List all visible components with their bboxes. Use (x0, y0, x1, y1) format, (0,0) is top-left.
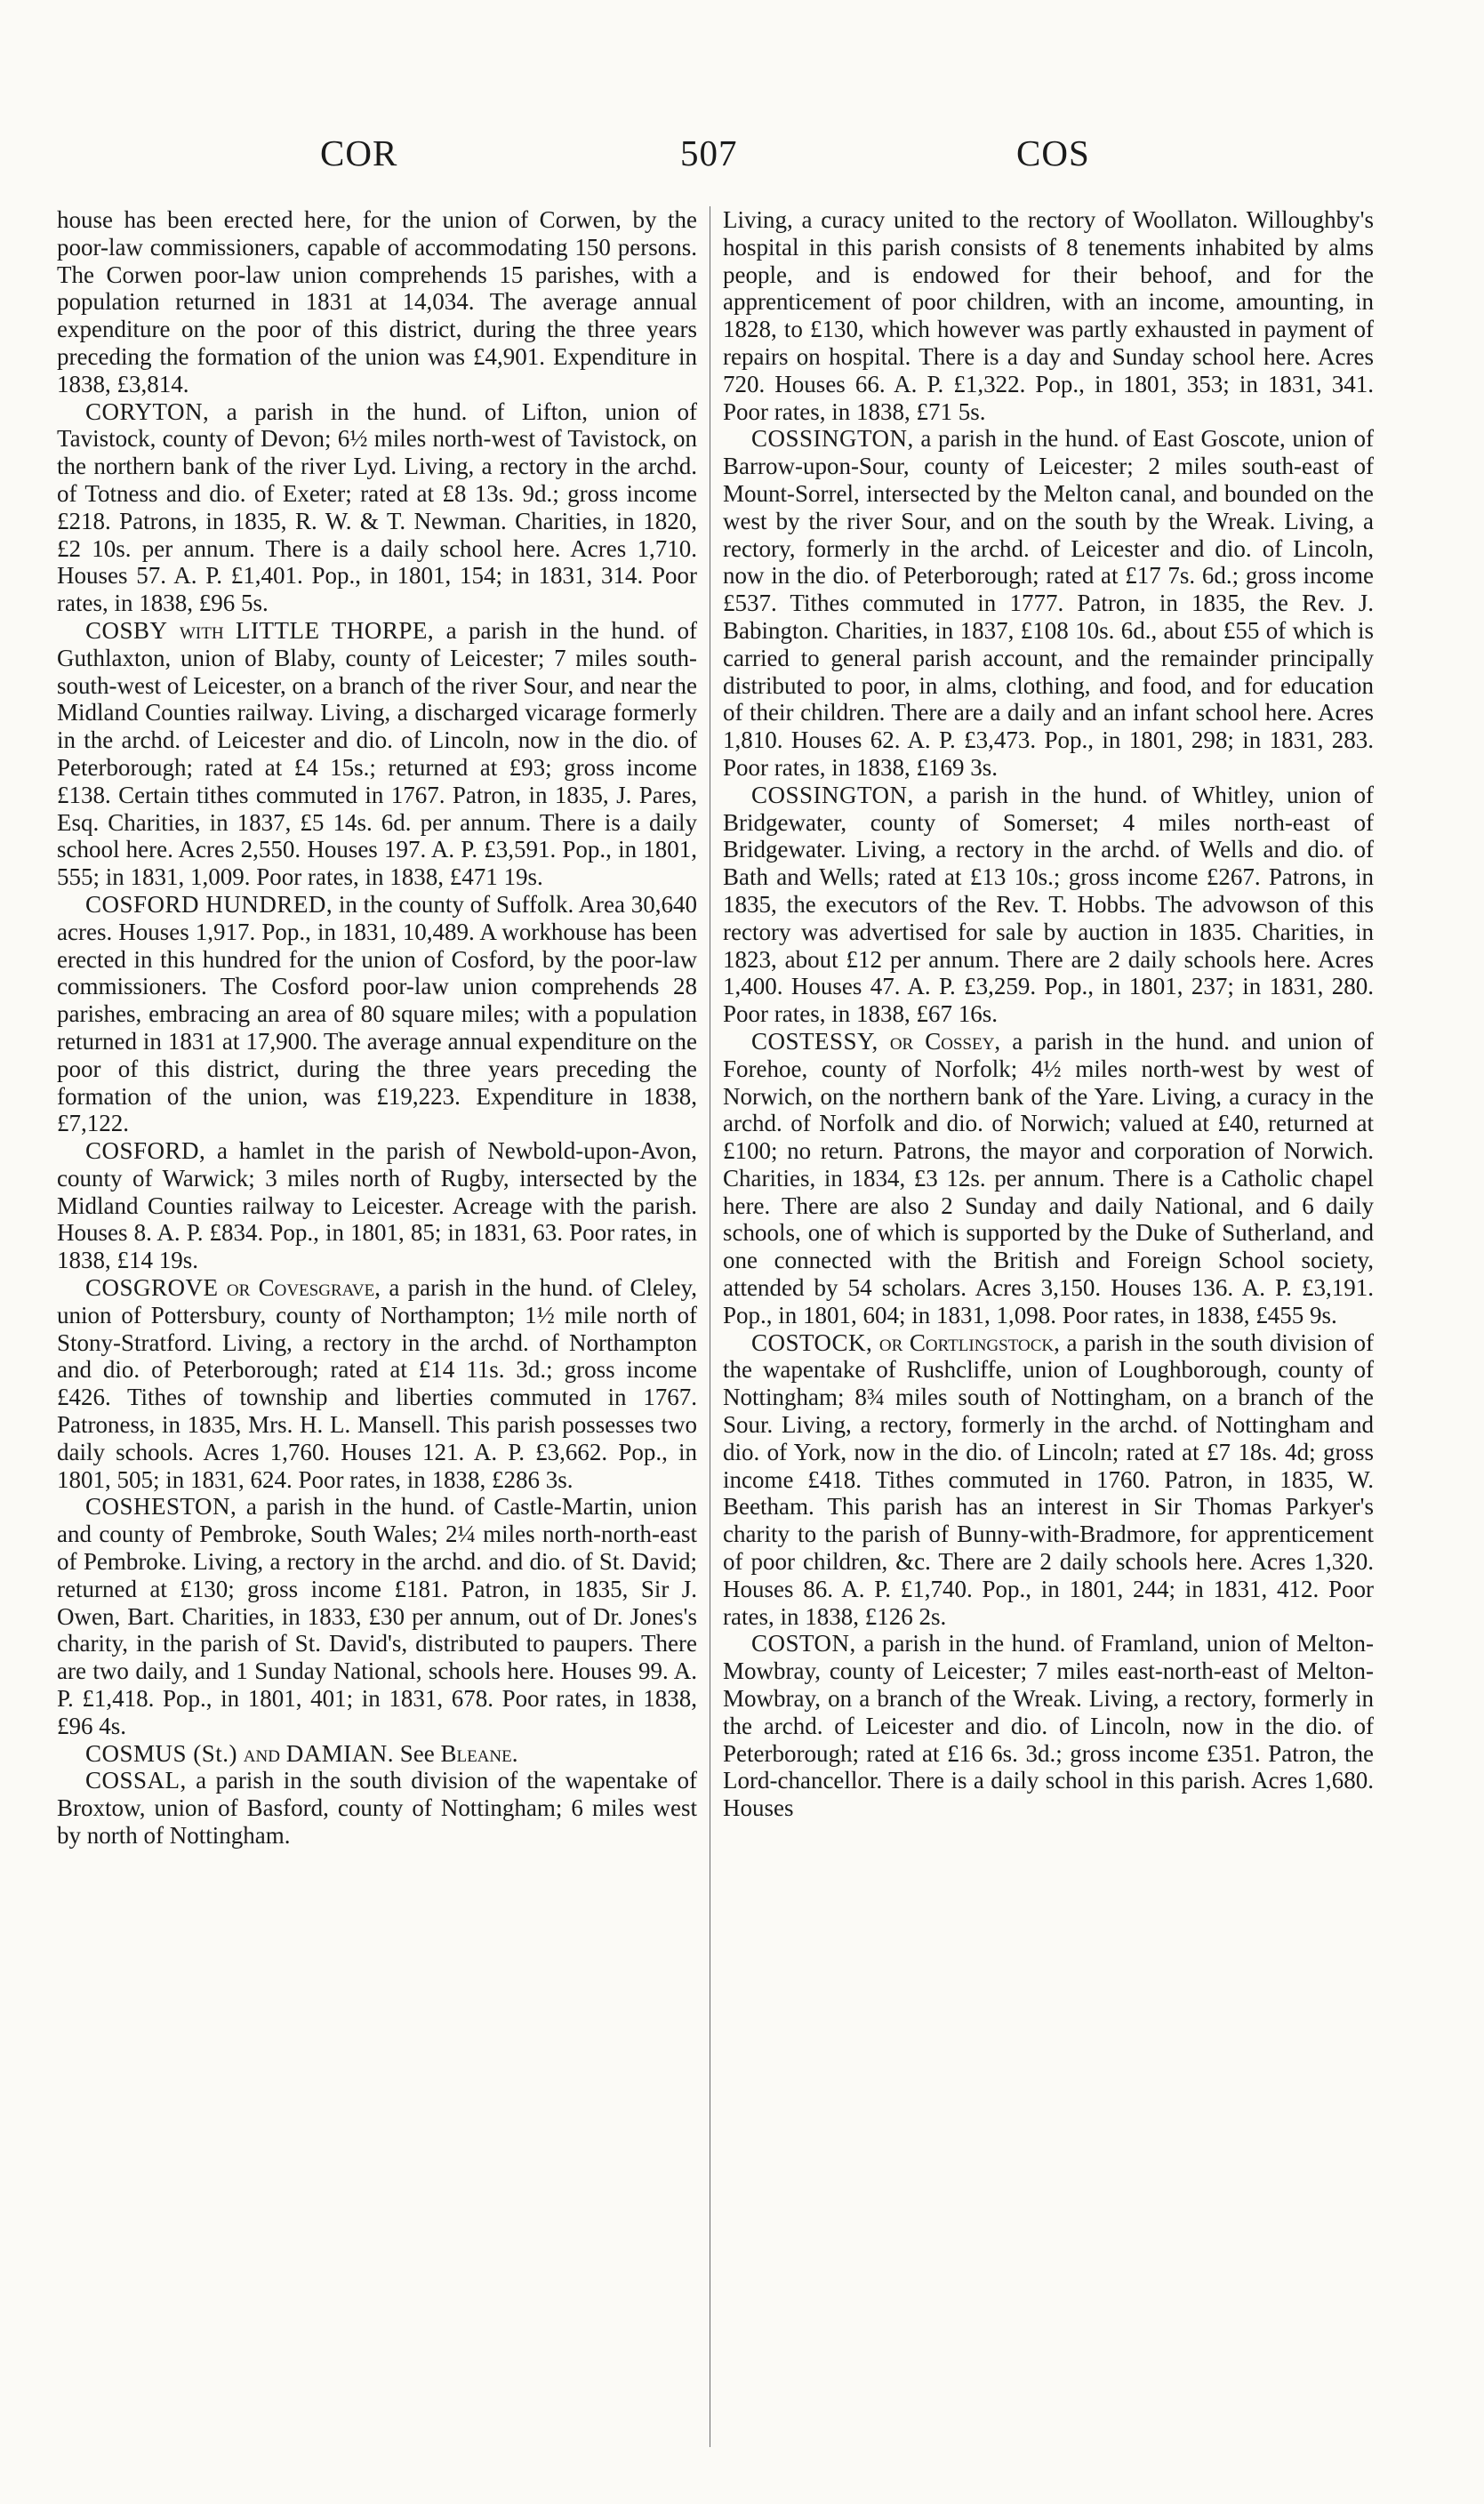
entry-cosheston: COSHESTON, a parish in the hund. of Castle-Martin, union and county of Pembroke, South Wales; 2¼ miles north-north-east of Pembroke. Living, a rectory in the archd. and dio. of St. David; returned at £130; gross income £181. Patron, in 1835, Sir J. Owen, Bart. Charities, in 1833, £30 per annum, out of Dr. Jones's charity, in the parish of St. David's, distributed to paupers. There are two daily, and 1 Sunday National, schools here. Houses 99. A. P. £1,418. Pop., in 1801, 401; in 1831, 678. Poor rates, in 1838, £96 4s. (57, 1493, 697, 1739)
entry-cosford: COSFORD, a hamlet in the parish of Newbold-upon-Avon, county of Warwick; 3 miles north of Rugby, intersected by the Midland Counties railway to Leicester. Acreage with the parish. Houses 8. A. P. £834. Pop., in 1801, 85; in 1831, 63. Poor rates, in 1838, £14 19s. (57, 1137, 697, 1274)
entry-cosgrove: COSGROVE or Covesgrave, a parish in the hund. of Cleley, union of Pottersbury, county of Northampton; 1½ mile north of Stony-Stratford. Living, a rectory in the archd. of Northampton and dio. of Peterborough; rated at £14 11s. 3d.; gross income £426. Tithes of township and liberties commuted in 1767. Patroness, in 1835, Mrs. H. L. Mansell. This parish possesses two daily schools. Acres 1,760. Houses 121. A. P. £3,662. Pop., in 1801, 505; in 1831, 624. Poor rates, in 1838, £286 3s. (57, 1274, 697, 1493)
header-left-guideword: COR (320, 132, 398, 173)
headword: COSGROVE (85, 1274, 219, 1302)
left-column (57, 206, 697, 2465)
entry-cossington-leicester: COSSINGTON, a parish in the hund. of East Goscote, union of Barrow-upon-Sour, county of Leicester; 2 miles south-east of Mount-Sorrel, intersected by the Melton canal, and bounded on the west by the river Sour, and on the south by the Wreak. Living, a rectory, formerly in the archd. of Leicester and dio. of Lincoln, now in the dio. of Peterborough; rated at £17 7s. 6d.; gross income £537. Tithes commuted in 1777. Patron, in 1835, the Rev. J. Babington. Charities, in 1837, £108 10s. 6d., about £55 of which is carried to general parish account, and the remainder principally distributed to poor, in alms, clothing, and food, and for education of their children. There are a daily and an infant school here. Acres 1,810. Houses 62. A. P. £3,473. Pop., in 1801, 298; in 1831, 283. Poor rates, in 1838, £169 3s. (723, 425, 1374, 781)
entry-cosford-hundred: COSFORD HUNDRED, in the county of Suffolk. Area 30,640 acres. Houses 1,917. Pop., in 1831, 10,489. A workhouse has been erected in this hundred for the union of Cosford, by the poor-law commissioners. The Cosford poor-law union comprehends 28 parishes, embracing an area of 80 square miles; with a population returned in 1831 at 17,900. The average annual expenditure on the poor of this district, during the three years preceding the formation of the union, was £19,223. Expenditure in 1838, £7,122. (57, 890, 697, 1137)
entry-cossington-somerset: COSSINGTON, a parish in the hund. of Whitley, union of Bridgewater, county of Somerset; 4 miles north-east of Bridgewater. Living, a rectory in the archd. of Wells and dio. of Bath and Wells; rated at £13 10s.; gross income £267. Patrons, in 1835, the executors of the Rev. T. Hobbs. The advowson of this rectory was advertised for sale by auction in 1835. Charities, in 1823, about £12 per annum. There are 2 daily schools here. Acres 1,400. Houses 47. A. P. £3,259. Pop., in 1801, 237; in 1831, 280. Poor rates, in 1838, £67 16s. (723, 781, 1374, 1028)
entry-coston: COSTON, a parish in the hund. of Framland, union of Melton-Mowbray, county of Leicester; 7 miles east-north-east of Melton-Mowbray, on a branch of the Wreak. Living, a rectory, formerly in the archd. of Leicester and dio. of Lincoln, now in the dio. of Peterborough; rated at £16 6s. 3d.; gross income £351. Patron, the Lord-chancellor. There is a daily school in this parish. Acres 1,680. Houses (723, 1630, 1374, 1822)
headword: COSBY (85, 616, 168, 644)
running-header (0, 132, 1484, 185)
page-number: 507 (680, 132, 738, 173)
headword: COSFORD HUNDRED, (85, 890, 333, 918)
entry-cosmus: COSMUS (St.) and DAMIAN. See Bleane. (85, 1739, 518, 1767)
entry-cosby: COSBY with LITTLE THORPE, a parish in the hund. of Guthlaxton, union of Blaby, county of Leicester; 7 miles south-south-west of Leicester, on a branch of the river Sour, and near the Midland Counties railway. Living, a discharged vicarage formerly in the archd. of Leicester and dio. of Lincoln, now in the dio. of Peterborough; rated at £4 15s.; returned at £93; gross income £138. Certain tithes commuted in 1767. Patron, in 1835, J. Pares, Esq. Charities, in 1837, £5 14s. 6d. per annum. There is a daily school here. Acres 2,550. Houses 197. A. P. £3,591. Pop., in 1801, 555; in 1831, 1,009. Poor rates, in 1838, £471 19s. (57, 616, 697, 891)
entry-corwen-continued: house has been erected here, for the union of Corwen, by the poor-law commissioners, capable of accommodating 150 persons. The Corwen poor-law union comprehends 15 parishes, with a population returned in 1831 at 14,034. The average annual expenditure on the poor of this district, during the three years preceding the formation of the union was £4,901. Expenditure in 1838, £3,814. (57, 206, 697, 397)
right-column (723, 206, 1374, 2465)
headword: COSSAL, (85, 1767, 187, 1794)
headword: COSTON, (751, 1630, 856, 1657)
headword: COSHESTON, (85, 1493, 237, 1521)
headword: COSMUS (St.) (85, 1739, 238, 1767)
headword: CORYTON, (85, 397, 210, 425)
headword: COSSINGTON, (751, 425, 914, 453)
entry-costock: COSTOCK, or Cortlingstock, a parish in the south division of the wapentake of Rushcliffe, union of Loughborough, county of Nottingham; 8¾ miles south of Nottingham, on a branch of the Sour. Living, a rectory, formerly in the archd. of Nottingham and dio. of York, now in the dio. of Lincoln; rated at £7 18s. 4d; gross income £418. Tithes commuted in 1760. Patron, in 1835, W. Beetham. This parish has an interest in Sir Thomas Parkyer's charity to the parish of Bunny-with-Bradmore, for apprenticement of poor children, &c. There are 2 daily schools here. Acres 1,320. Houses 86. A. P. £1,740. Pop., in 1801, 244; in 1831, 412. Poor rates, in 1838, £126 2s. (723, 1328, 1374, 1630)
headword: COSTESSY, (751, 1027, 878, 1055)
entry-cossal: COSSAL, a parish in the south division of the wapentake of Broxtow, union of Basford, county of Nottingham; 6 miles west by north of Nottingham. (57, 1767, 697, 1850)
headword: COSSINGTON, (751, 781, 914, 808)
entry-costessy: COSTESSY, or Cossey, a parish in the hund. and union of Forehoe, county of Norfolk; 4½ miles north-west by west of Norwich, on the northern bank of the Yare. Living, a curacy in the archd. of Norfolk and dio. of Norwich; valued at £40, returned at £100; no return. Patrons, the mayor and corporation of Norwich. Charities, in 1834, £3 12s. per annum. There is a Catholic chapel here. There are also 2 Sunday and daily National, and 6 daily schools, one of which is supported by the Duke of Sutherland, and one connected with the British and Foreign School society, attended by 54 scholars. Acres 3,150. Houses 136. A. P. £3,191. Pop., in 1801, 604; in 1831, 1,098. Poor rates, in 1838, £455 9s. (723, 1027, 1374, 1328)
entry-coryton: CORYTON, a parish in the hund. of Lifton, union of Tavistock, county of Devon; 6½ miles north-west of Tavistock, on the northern bank of the river Lyd. Living, a rectory in the archd. of Totness and dio. of Exeter; rated at £8 13s. 9d.; gross income £218. Patrons, in 1835, R. W. & T. Newman. Charities, in 1820, £2 10s. per annum. There is a daily school here. Acres 1,710. Houses 57. A. P. £1,401. Pop., in 1801, 154; in 1831, 314. Poor rates, in 1838, £96 5s. (57, 397, 697, 617)
headword: COSFORD, (85, 1137, 206, 1165)
entry-cossal-continued: Living, a curacy united to the rectory of Woollaton. Willoughby's hospital in this parish consists of 8 tenements inhabited by alms people, and is endowed for their behoof, and for the apprenticement of poor children, with an income, amounting, in 1828, to £130, which however was partly exhausted in payment of repairs on hospital. There is a day and Sunday school here. Acres 720. Houses 66. A. P. £1,322. Pop., in 1801, 353; in 1831, 341. Poor rates, in 1838, £71 5s. (723, 206, 1374, 425)
header-right-guideword: COS (1016, 132, 1090, 173)
headword: COSTOCK, (751, 1328, 873, 1356)
